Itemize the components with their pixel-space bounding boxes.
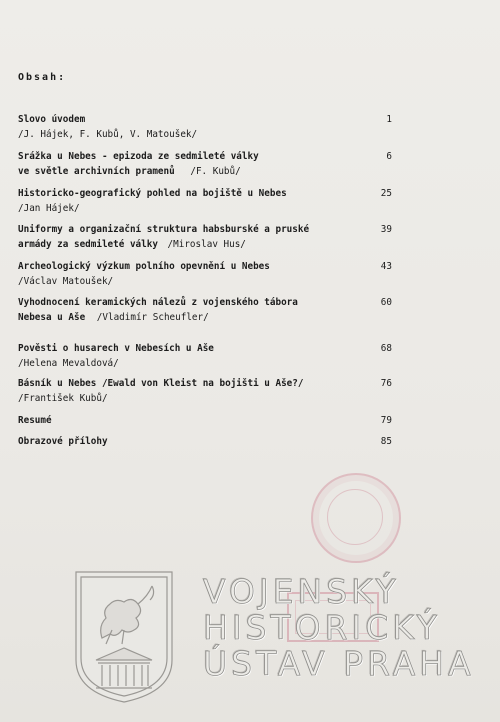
entry-title: Historicko-geografický pohled na bojiště u Nebes	[18, 188, 287, 199]
toc-entry	[18, 186, 392, 216]
entry-author: /František Kubů/	[18, 393, 108, 404]
entry-author: /Helena Mevaldová/	[18, 358, 119, 369]
entry-page-number: 76	[380, 378, 392, 389]
toc-entry	[18, 259, 392, 289]
entry-page-number: 25	[380, 188, 392, 199]
toc-entry	[18, 112, 392, 142]
entry-title: Obrazové přílohy	[18, 436, 108, 447]
contents-heading: Obsah:	[18, 72, 67, 83]
entry-author: /Vladimír Scheufler/	[96, 312, 209, 323]
entry-title: Srážka u Nebes - epizoda ze sedmileté války	[18, 151, 259, 162]
institution-name-line2: HISTORICKÝ	[203, 608, 441, 647]
entry-title-line2: armády za sedmileté války	[18, 239, 158, 250]
entry-title: Básník u Nebes /Ewald von Kleist na bojišti u Aše?/	[18, 378, 304, 389]
library-stamp-round	[311, 473, 401, 563]
entry-page-number: 1	[386, 114, 392, 125]
toc-entry	[18, 295, 392, 325]
entry-author: /Miroslav Hus/	[167, 239, 246, 250]
entry-page-number: 68	[380, 343, 392, 354]
entry-author: /Václav Matoušek/	[18, 276, 114, 287]
entry-title: Vyhodnocení keramických nálezů z vojenského tábora	[18, 297, 298, 308]
entry-title: Resumé	[18, 415, 52, 426]
entry-title: Archeologický výzkum polního opevnění u Nebes	[18, 261, 270, 272]
entry-page-number: 60	[380, 297, 392, 308]
entry-author: /F. Kubů/	[190, 166, 241, 177]
toc-entry	[18, 222, 392, 252]
institution-name-line3: ÚSTAV PRAHA	[203, 644, 475, 683]
entry-title: Uniformy a organizační struktura habsburské a pruské	[18, 224, 310, 235]
entry-page-number: 39	[380, 224, 392, 235]
entry-page-number: 6	[386, 151, 392, 162]
toc-entry	[18, 434, 392, 449]
entry-title-line2: Nebesa u Aše	[18, 312, 86, 323]
toc-entry	[18, 341, 392, 371]
entry-page-number: 43	[380, 261, 392, 272]
entry-page-number: 85	[380, 436, 392, 447]
coat-of-arms-emblem	[72, 568, 176, 706]
entry-author: /Jan Hájek/	[18, 203, 80, 214]
entry-page-number: 79	[380, 415, 392, 426]
toc-entry	[18, 149, 392, 179]
entry-author: /J. Hájek, F. Kubů, V. Matoušek/	[18, 129, 198, 140]
entry-title-line2: ve světle archivních pramenů	[18, 166, 175, 177]
toc-entry	[18, 376, 392, 406]
entry-title: Slovo úvodem	[18, 114, 86, 125]
entry-title: Pověsti o husarech v Nebesích u Aše	[18, 343, 214, 354]
toc-entry	[18, 413, 392, 428]
institution-name-line1: VOJENSKÝ	[203, 572, 400, 611]
